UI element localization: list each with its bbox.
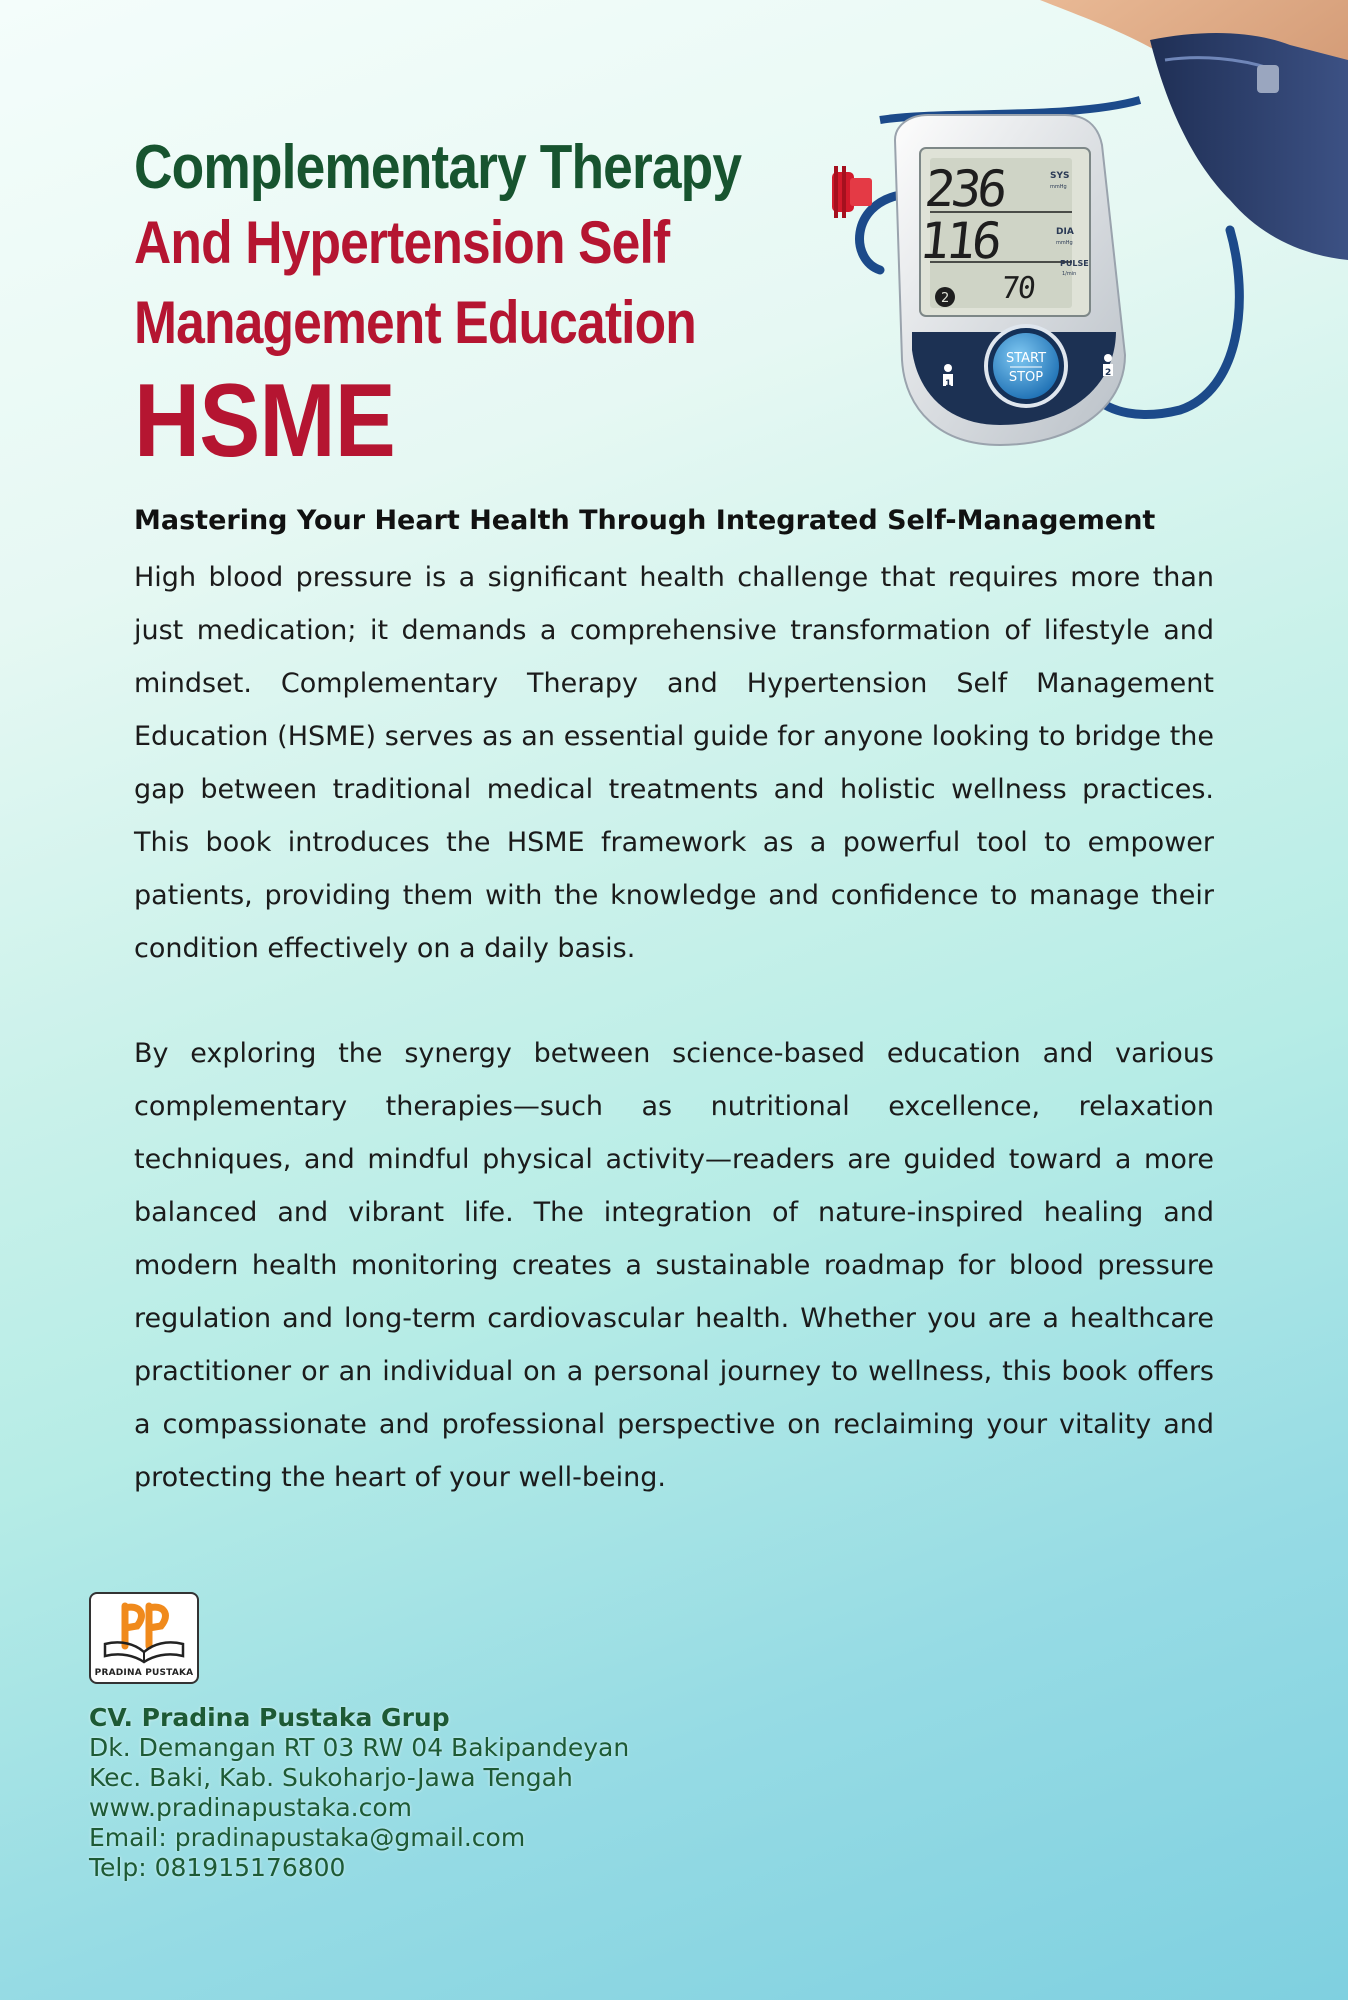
start-stop-button xyxy=(993,333,1059,399)
dia-reading: 116 xyxy=(916,211,1002,270)
title-line-1: Complementary Therapy xyxy=(134,133,742,202)
pulse-reading: 70 xyxy=(999,271,1036,306)
cuff-shape xyxy=(1150,33,1348,260)
logo-text: PRADINA PUSTAKA xyxy=(94,1668,194,1678)
publisher-name: CV. Pradina Pustaka Grup xyxy=(89,1703,450,1732)
blood-pressure-monitor-illustration xyxy=(820,0,1348,470)
title-line-3: Management Education xyxy=(134,289,696,356)
publisher-address-1: Dk. Demangan RT 03 RW 04 Bakipandeyan xyxy=(89,1733,630,1762)
publisher-phone: Telp: 081915176800 xyxy=(89,1853,346,1882)
publisher-info xyxy=(89,1703,629,1883)
subtitle: Mastering Your Heart Health Through Integrated Self-Management xyxy=(134,505,1156,536)
start-label: START xyxy=(1005,351,1047,366)
title-line-2: And Hypertension Self xyxy=(134,209,670,276)
pulse-label: PULSE xyxy=(1060,259,1089,268)
sys-label: SYS xyxy=(1050,171,1070,181)
publisher-address-2: Kec. Baki, Kab. Sukoharjo-Jawa Tengah xyxy=(89,1763,573,1792)
description-paragraph-2: By exploring the synergy between science-based education and various complementary therapies—such as nutritional excellence, relaxation techniques, and mindful physical activity—readers are guided toward a more balanced and vibrant life. The integration of nature-inspired healing and modern health monitoring creates a sustainable roadmap for blood pressure regulation and long-term cardiovascular health. Whether you are a healthcare practitioner or an individual on a personal journey to wellness, this book offers a compassionate and professional perspective on reclaiming your vitality and protecting the heart of your well-being. xyxy=(134,1038,1214,1493)
svg-text:1: 1 xyxy=(945,379,952,389)
description-paragraph-1: High blood pressure is a significant health challenge that requires more than just medication; it demands a comprehensive transformation of lifestyle and mindset. Complementary Therapy and Hypertension Self Management Education (HSME) serves as an essential guide for anyone looking to bridge the gap between traditional medical treatments and holistic wellness practices. This book introduces the HSME framework as a powerful tool to empower patients, providing them with the knowledge and confidence to manage their condition effectively on a daily basis. xyxy=(134,562,1214,964)
title-acronym: HSME xyxy=(134,363,395,479)
svg-text:2: 2 xyxy=(941,291,950,306)
publisher-logo xyxy=(89,1592,199,1684)
dia-unit: mmHg xyxy=(1056,240,1073,246)
stop-label: STOP xyxy=(1008,370,1044,385)
sys-reading: 236 xyxy=(922,159,1007,218)
sys-unit: mmHg xyxy=(1050,184,1067,190)
publisher-email[interactable]: Email: pradinapustaka@gmail.com xyxy=(89,1823,526,1852)
svg-text:2: 2 xyxy=(1105,368,1112,378)
user-1-icon xyxy=(943,364,953,389)
publisher-website[interactable]: www.pradinapustaka.com xyxy=(89,1793,412,1822)
pulse-unit: 1/min xyxy=(1062,271,1077,277)
user-2-icon xyxy=(1103,354,1113,378)
dia-label: DIA xyxy=(1056,227,1074,237)
